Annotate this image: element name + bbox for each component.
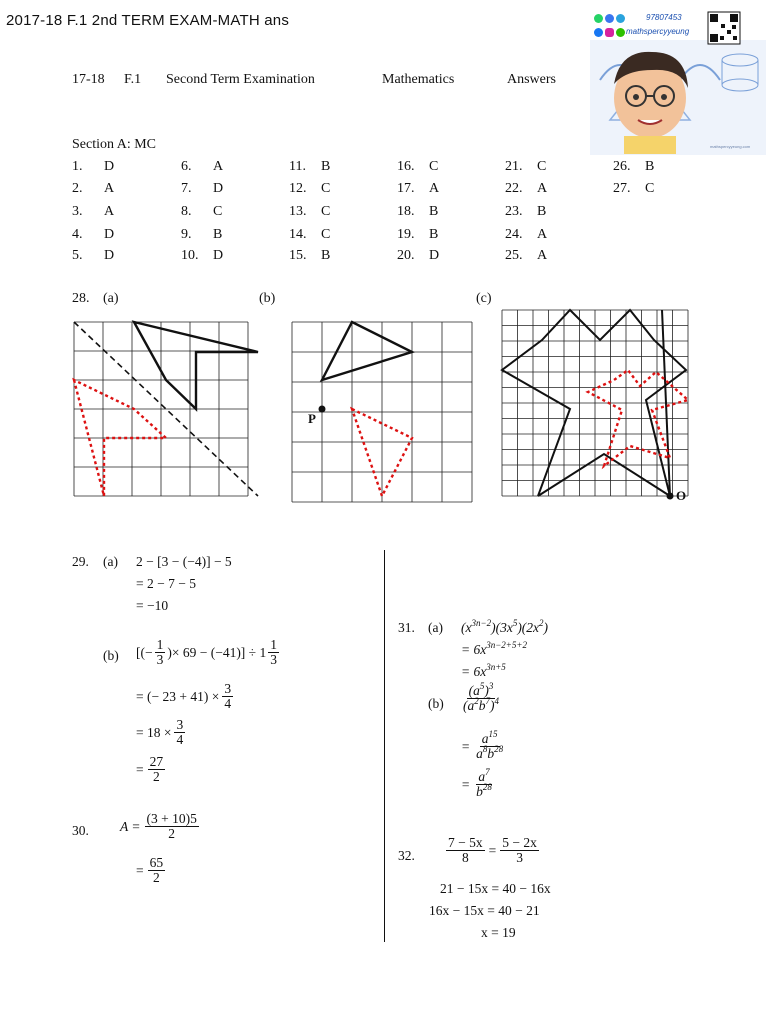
q28-part-c-label: (c) bbox=[476, 291, 492, 306]
q30-number: 30. bbox=[72, 823, 89, 838]
q32-number: 32. bbox=[398, 848, 415, 863]
mc-number: 10. bbox=[181, 248, 199, 263]
mc-answer: D bbox=[429, 248, 440, 263]
mc-number: 8. bbox=[181, 204, 192, 219]
mc-number: 2. bbox=[72, 181, 83, 196]
q31a-line-2: = $6x^{3n-2+5+2}$ bbox=[461, 640, 527, 657]
q29b-line-2: = (− 23 + 41) × $\frac{3}{4}$ bbox=[136, 681, 232, 712]
q29b-frac-1: $\frac{1}{3}$ bbox=[156, 637, 164, 668]
mc-number: 7. bbox=[181, 181, 192, 196]
branding-url: mathspercyyeung.com bbox=[710, 144, 751, 149]
mc-answer: D bbox=[213, 181, 224, 196]
mc-answer: A bbox=[429, 181, 440, 196]
q30-line-2: = $\frac{65}{2}$ bbox=[136, 855, 164, 886]
mc-answer: B bbox=[321, 159, 331, 174]
mc-number: 23. bbox=[505, 204, 523, 219]
q28-number: 28. bbox=[72, 291, 90, 306]
mc-number: 3. bbox=[72, 204, 83, 219]
mc-number: 12. bbox=[289, 181, 307, 196]
mc-number: 25. bbox=[505, 248, 523, 263]
q28a-original-shape bbox=[134, 322, 258, 409]
header-exam: Second Term Examination bbox=[166, 72, 315, 87]
mc-number: 24. bbox=[505, 227, 523, 242]
grid-b bbox=[292, 322, 472, 502]
header-code: 17-18 bbox=[72, 72, 105, 87]
branding-handle: mathspercyyeung bbox=[626, 27, 690, 36]
mc-answer: B bbox=[429, 204, 439, 219]
mc-number: 26. bbox=[613, 159, 631, 174]
q31-number: 31. bbox=[398, 620, 415, 635]
column-divider bbox=[384, 550, 385, 942]
q28-label-o: O bbox=[676, 488, 687, 503]
q32-line-2: 21 − 15x = 40 − 16x bbox=[440, 881, 551, 896]
mc-number: 6. bbox=[181, 159, 192, 174]
q29b-middle: )× 69 − (−41)] ÷ 1 bbox=[167, 644, 267, 660]
q31a-line-3: = $6x^{3n+5}$ bbox=[461, 662, 506, 679]
q29a-line-3: = −10 bbox=[136, 598, 169, 613]
q29-part-b-label: (b) bbox=[103, 648, 119, 663]
q29-part-a-label: (a) bbox=[103, 554, 118, 569]
q31b-line-2: = $\frac{a^{15}}{a^8b^{28}}$ bbox=[461, 729, 504, 762]
section-a-title: Section A: MC bbox=[72, 137, 157, 152]
mc-answer: C bbox=[537, 159, 547, 174]
mc-number: 17. bbox=[397, 181, 415, 196]
mc-answer: A bbox=[537, 227, 548, 242]
q28-part-b-label: (b) bbox=[259, 291, 276, 306]
q28-part-a-label: (a) bbox=[103, 291, 119, 306]
mc-number: 27. bbox=[613, 181, 631, 196]
mc-number: 15. bbox=[289, 248, 307, 263]
mc-answer: C bbox=[645, 181, 655, 196]
q32-line-3: 16x − 15x = 40 − 21 bbox=[429, 903, 540, 918]
q31-part-a-label: (a) bbox=[428, 620, 443, 635]
q32-line-4: x = 19 bbox=[481, 925, 516, 940]
grid-c bbox=[502, 310, 688, 496]
q29a-line-2: = 2 − 7 − 5 bbox=[136, 576, 196, 591]
mc-answer: B bbox=[429, 227, 439, 242]
q29-number: 29. bbox=[72, 554, 89, 569]
mc-number: 22. bbox=[505, 181, 523, 196]
q28-label-p: P bbox=[308, 411, 316, 426]
mc-answer: D bbox=[104, 227, 115, 242]
mc-answer: B bbox=[213, 227, 223, 242]
mc-answer: C bbox=[321, 204, 331, 219]
mc-number: 13. bbox=[289, 204, 307, 219]
mc-answer: A bbox=[537, 248, 548, 263]
q29b-frac-2: $\frac{1}{3}$ bbox=[270, 637, 277, 668]
mc-answer: D bbox=[104, 159, 115, 174]
q28c-enlarged-shape bbox=[588, 370, 688, 466]
mc-answer: A bbox=[213, 159, 224, 174]
mc-number: 4. bbox=[72, 227, 83, 242]
mc-number: 19. bbox=[397, 227, 415, 242]
q29b-line-3: = 18 × $\frac{3}{4}$ bbox=[136, 717, 184, 748]
mc-answer: C bbox=[321, 227, 331, 242]
mc-number: 16. bbox=[397, 159, 415, 174]
document-title: 2017-18 F.1 2nd TERM EXAM-MATH ans bbox=[6, 12, 290, 29]
q29a-line-1: 2 − [3 − (−4)] − 5 bbox=[136, 554, 232, 569]
mc-number: 20. bbox=[397, 248, 415, 263]
q31-part-b-label: (b) bbox=[428, 696, 444, 711]
q31b-line-1: $\frac{(a^5)^3}{(a^2b^7)^4}$ bbox=[463, 681, 499, 714]
mc-answer: A bbox=[104, 204, 115, 219]
mc-answer: A bbox=[104, 181, 115, 196]
mc-answer: C bbox=[213, 204, 223, 219]
mc-number: 18. bbox=[397, 204, 415, 219]
mc-answer: A bbox=[537, 181, 548, 196]
mc-number: 9. bbox=[181, 227, 192, 242]
mc-answer: B bbox=[537, 204, 547, 219]
q31a-line-1: $(x^{3n-2})(3x^5)(2x^2)$ bbox=[461, 618, 549, 635]
q31b-line-3: = $\frac{a^7}{b^{28}}$ bbox=[461, 767, 492, 800]
header-subject: Mathematics bbox=[382, 72, 455, 87]
grid-a bbox=[74, 322, 248, 496]
mc-number: 11. bbox=[289, 159, 306, 174]
q30-line-1: A = $\frac{(3 + 10)5}{2}$ bbox=[120, 811, 197, 842]
mc-answer: C bbox=[429, 159, 439, 174]
mc-number: 1. bbox=[72, 159, 83, 174]
q29b-open: [(− bbox=[136, 644, 153, 660]
header-answers: Answers bbox=[507, 72, 556, 87]
q29b-line-4: = $\frac{27}{2}$ bbox=[136, 754, 164, 785]
q28b-original-shape bbox=[322, 322, 412, 380]
q32-line-1: $\frac{7 - 5x}{8}$ = $\frac{5 - 2x}{3}$ bbox=[448, 835, 537, 866]
mc-number: 5. bbox=[72, 248, 83, 263]
mc-answer: B bbox=[321, 248, 331, 263]
mc-number: 14. bbox=[289, 227, 307, 242]
mc-number: 21. bbox=[505, 159, 523, 174]
mc-answer: D bbox=[213, 248, 224, 263]
mc-answer: D bbox=[104, 248, 115, 263]
q28c-point-o bbox=[667, 493, 674, 500]
branding-phone: 97807453 bbox=[646, 13, 682, 22]
mc-answer: B bbox=[645, 159, 655, 174]
mc-answer: C bbox=[321, 181, 331, 196]
q29b-line-1 bbox=[136, 638, 279, 667]
header-form: F.1 bbox=[124, 72, 142, 87]
q28b-point-p bbox=[319, 406, 326, 413]
